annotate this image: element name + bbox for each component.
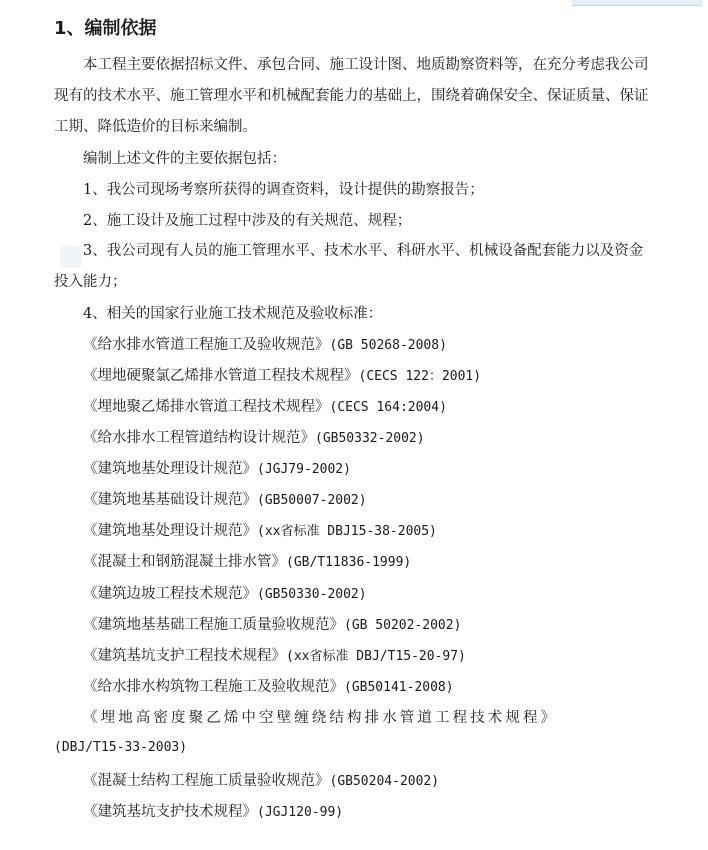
reference-item: [83, 366, 481, 387]
reference-item: [83, 802, 343, 823]
basis-lead: 编制上述文件的主要依据包括：: [83, 151, 286, 167]
reference-title: 《给水排水工程管道结构设计规范》: [83, 430, 315, 446]
reference-item: [83, 646, 466, 667]
reference-item: [83, 428, 425, 449]
reference-code: (JGJ79-2002): [257, 462, 351, 477]
reference-item: [83, 335, 447, 356]
reference-title: 《建筑地基处理设计规范》: [83, 461, 257, 477]
reference-item: [83, 584, 367, 605]
reference-item: [83, 552, 411, 573]
reference-code: (GB50204-2002): [329, 774, 440, 789]
section-heading: 1、编制依据: [54, 18, 157, 39]
reference-code: (GB50332-2002): [315, 431, 425, 446]
reference-code: (GB50330-2002): [257, 587, 367, 602]
reference-title: 《埋地聚乙烯排水管道工程技术规程》: [83, 399, 330, 415]
reference-title: 《建筑边坡工程技术规范》: [83, 586, 257, 602]
reference-code: (DBJ/T15-33-2003): [54, 740, 188, 755]
intro-paragraph: 本工程主要依据招标文件、承包合同、施工设计图、地质勘察资料等，在充分考虑我公司现有的技术水平、施工管理水平和机械配套能力的基础上，围绕着确保安全、保证质量、保证工期、降低造价的目标来编制。: [54, 57, 649, 135]
reference-title: 《给水排水构筑物工程施工及验收规范》: [83, 679, 344, 695]
reference-item: [83, 521, 437, 542]
basis-item-2: 2、施工设计及施工过程中涉及的有关规范、规程；: [83, 213, 412, 229]
reference-title: 《埋地硬聚氯乙烯排水管道工程技术规程》: [83, 368, 359, 384]
reference-title: 《混凝土结构工程施工质量验收规范》: [83, 773, 330, 789]
reference-title: 《建筑地基基础工程施工质量验收规范》: [83, 617, 344, 633]
reference-item: [83, 490, 367, 511]
reference-title: 《建筑基坑支护工程技术规程》: [83, 648, 286, 664]
basis-item-3: 3、我公司现有人员的施工管理水平、技术水平、科研水平、机械设备配套能力以及资金投入能力；: [54, 243, 644, 290]
reference-title: 《建筑基坑支护技术规程》: [83, 804, 257, 820]
basis-item-1: 1、我公司现场考察所获得的调查资料，设计提供的勘察报告；: [83, 182, 484, 198]
reference-title: 《建筑地基处理设计规范》: [83, 523, 257, 539]
reference-title: 《埋地高密度聚乙烯中空壁缠绕结构排水管道工程技术规程》: [83, 710, 559, 726]
reference-item: [83, 677, 454, 698]
reference-item: [83, 615, 461, 636]
reference-code: (CECS 122：2001): [358, 369, 482, 384]
reference-code: (xx省标准 DBJ/T15-20-97): [286, 649, 466, 664]
reference-title: 《给水排水管道工程施工及验收规范》: [83, 337, 330, 353]
reference-code: (GB 50268-2008): [329, 338, 447, 353]
reference-code: (GB 50202-2002): [344, 618, 462, 633]
reference-item: [83, 459, 351, 480]
reference-item-long: [54, 703, 614, 763]
reference-code: (GB/T11836-1999): [286, 555, 412, 570]
reference-title: 《建筑地基基础设计规范》: [83, 492, 257, 508]
reference-code: (GB50141-2008): [344, 680, 454, 695]
basis-item-4: 4、相关的国家行业施工技术规范及验收标准：: [83, 306, 383, 322]
page-corner-mark: [572, 0, 702, 6]
reference-code: (JGJ120-99): [257, 805, 344, 820]
reference-item: [83, 771, 439, 792]
reference-code: (xx省标准 DBJ15-38-2005): [257, 524, 437, 539]
reference-item: [83, 397, 447, 418]
reference-code: (GB50007-2002): [257, 493, 367, 508]
reference-title: 《混凝土和钢筋混凝土排水管》: [83, 554, 286, 570]
reference-code: (CECS 164:2004): [329, 400, 447, 415]
